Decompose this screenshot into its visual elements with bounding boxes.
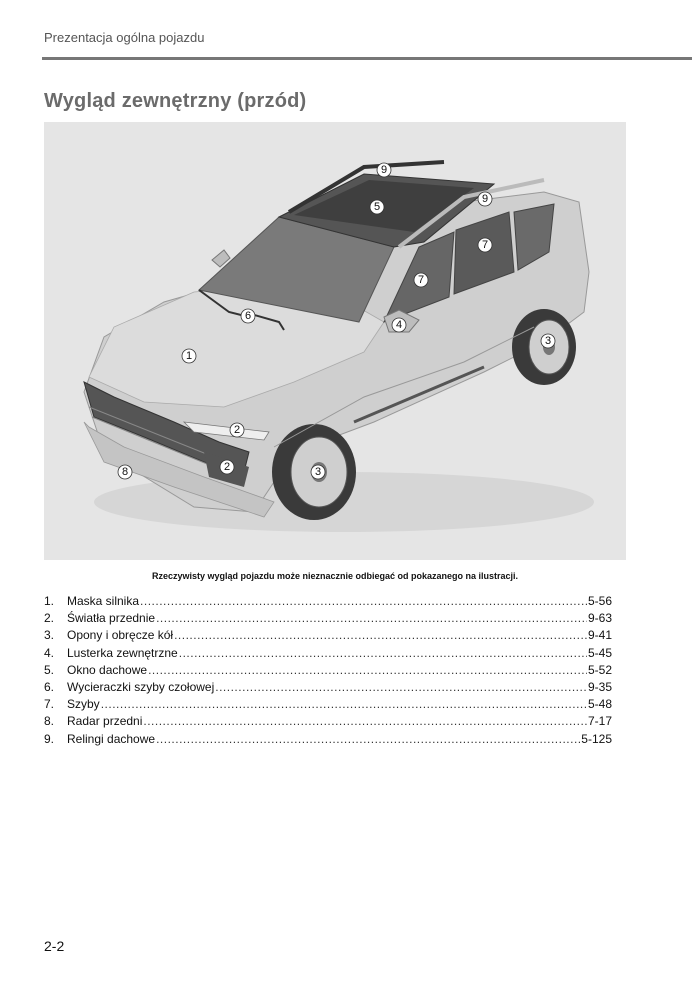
header-divider (42, 57, 692, 60)
item-label: Relingi dachowe (67, 731, 156, 746)
svg-text:3: 3 (314, 466, 322, 478)
item-label: Wycieraczki szyby czołowej (67, 679, 215, 694)
section-header: Prezentacja ogólna pojazdu (44, 30, 205, 45)
list-item (44, 732, 612, 749)
svg-text:8: 8 (121, 466, 129, 478)
page-reference: 5-45 (587, 645, 612, 660)
page-reference: 5-56 (587, 594, 612, 608)
item-label: Okno dachowe (67, 662, 148, 677)
list-item (44, 646, 612, 663)
dot-leader (101, 697, 587, 711)
dot-leader (148, 663, 587, 677)
callout-marker (220, 460, 234, 474)
list-item (44, 594, 612, 611)
list-item (44, 680, 612, 697)
callout-marker (377, 163, 391, 177)
page-title: Wygląd zewnętrzny (przód) (44, 90, 307, 112)
item-number: 5. (44, 662, 55, 677)
dot-leader (174, 628, 587, 642)
svg-text:4: 4 (395, 319, 403, 331)
list-item (44, 697, 612, 714)
dot-leader (156, 732, 580, 746)
list-item (44, 628, 612, 645)
svg-text:3: 3 (544, 335, 552, 347)
item-number: 6. (44, 679, 55, 694)
list-item (44, 663, 612, 680)
page-reference: 7-17 (587, 714, 612, 729)
page-reference: 5-52 (587, 662, 612, 677)
item-number: 3. (44, 628, 55, 643)
callout-marker (392, 318, 406, 332)
page-reference: 9-35 (587, 679, 612, 694)
car-drawing (44, 122, 626, 560)
item-label: Maska silnika (67, 594, 140, 608)
svg-text:2: 2 (223, 461, 231, 473)
item-number: 9. (44, 731, 55, 746)
dot-leader (140, 594, 587, 608)
page-reference: 5-125 (581, 731, 612, 746)
callout-marker (478, 192, 492, 206)
dot-leader (179, 646, 587, 660)
dot-leader (156, 611, 587, 625)
item-number: 2. (44, 611, 55, 626)
page-reference: 5-48 (587, 697, 612, 712)
callout-marker (230, 423, 244, 437)
item-label: Radar przedni (67, 714, 143, 729)
svg-text:1: 1 (185, 350, 193, 362)
callout-marker (311, 465, 325, 479)
item-number: 4. (44, 645, 55, 660)
callout-marker (182, 349, 196, 363)
callout-marker (478, 238, 492, 252)
vehicle-illustration (44, 122, 626, 560)
svg-text:6: 6 (244, 310, 252, 322)
item-label: Opony i obręcze kół (67, 628, 174, 643)
callout-marker (118, 465, 132, 479)
svg-text:9: 9 (380, 164, 388, 176)
parts-list (44, 594, 612, 749)
item-number: 1. (44, 594, 55, 608)
svg-text:2: 2 (233, 424, 241, 436)
svg-text:7: 7 (417, 274, 425, 286)
item-label: Szyby (67, 697, 100, 712)
item-number: 8. (44, 714, 55, 729)
item-label: Światła przednie (67, 611, 156, 626)
dot-leader (215, 680, 587, 694)
callout-marker (414, 273, 428, 287)
item-label: Lusterka zewnętrzne (67, 645, 178, 660)
item-number: 7. (44, 697, 55, 712)
svg-text:9: 9 (481, 193, 489, 205)
page-reference: 9-41 (587, 628, 612, 643)
callout-marker (241, 309, 255, 323)
dot-leader (143, 714, 587, 728)
page-reference: 9-63 (587, 611, 612, 626)
callout-marker (370, 200, 384, 214)
figure-caption: Rzeczywisty wygląd pojazdu może nieznacznie odbiegać od pokazanego na ilustracji. (151, 571, 519, 581)
list-item (44, 611, 612, 628)
page-number: 2-2 (44, 938, 65, 954)
callout-marker (541, 334, 555, 348)
svg-text:7: 7 (481, 239, 489, 251)
list-item (44, 714, 612, 731)
svg-text:5: 5 (373, 201, 381, 213)
